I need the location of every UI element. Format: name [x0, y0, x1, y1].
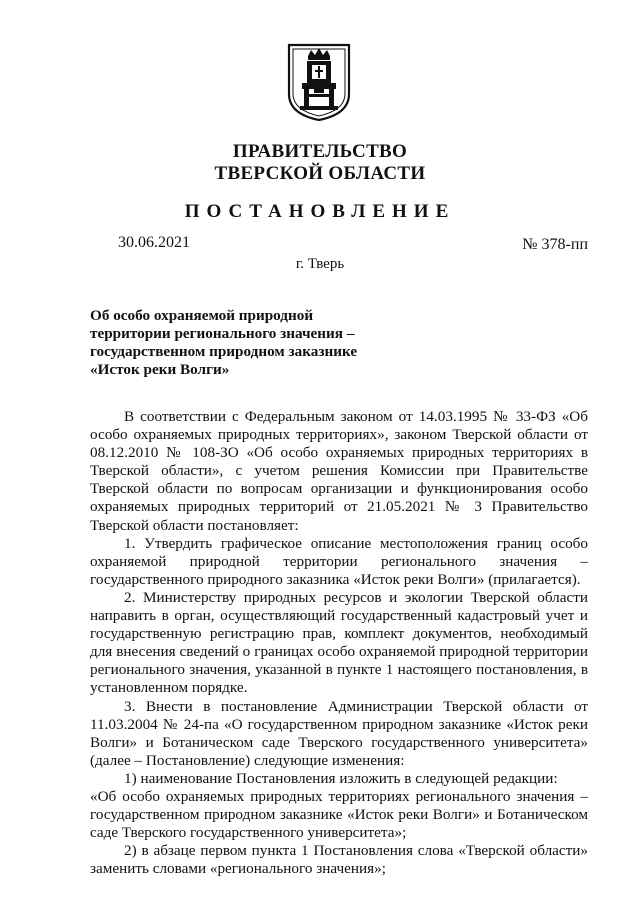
- paragraph-subitem-2: 2) в абзаце первом пункта 1 Постановления слова «Тверской области» заменить словами «регионального значения»;: [90, 842, 588, 878]
- title-line: территории регионального значения –: [90, 325, 355, 342]
- document-number: № 378-пп: [522, 236, 588, 253]
- document-city: г. Тверь: [295, 256, 345, 272]
- paragraph-item-1: 1. Утвердить графическое описание местоположения границ особо охраняемой природной территории регионального значения – государственного природного заказника «Исток реки Волги» (прилагается).: [90, 534, 588, 588]
- document-type: ПОСТАНОВЛЕНИЕ: [184, 201, 456, 222]
- document-date: 30.06.2021: [118, 234, 190, 251]
- paragraph-item-3: 3. Внести в постановление Администрации Тверской области от 11.03.2004 № 24-па «О государственном природном заказнике «Исток реки Волги» и Ботаническом саде Тверского государственного университета» (далее – Постановление) следующие изменения:: [90, 697, 588, 769]
- paragraph-preamble: В соответствии с Федеральным законом от 14.03.1995 № 33-ФЗ «Об особо охраняемых природных территориях», законом Тверской области от 08.12.2010 № 108-ЗО «Об особо охраняемых природных территориях в Тверской области», с учетом решения Комиссии при Правительстве Тверской области по вопросам организации и функционирования особо охраняемых природных территорий от 21.05.2021 № 3 Правительство Тверской области постановляет:: [90, 408, 588, 534]
- org-name-line2: ТВЕРСКОЙ ОБЛАСТИ: [214, 163, 426, 184]
- document-title: [90, 307, 420, 379]
- org-name-line1: ПРАВИТЕЛЬСТВО: [232, 141, 408, 162]
- title-line: Об особо охраняемой природной: [90, 307, 314, 324]
- title-line: «Исток реки Волги»: [90, 361, 230, 378]
- title-line: государственном природном заказнике: [90, 343, 358, 360]
- paragraph-subitem-1: 1) наименование Постановления изложить в следующей редакции:: [124, 769, 558, 787]
- paragraph-item-2: 2. Министерству природных ресурсов и экологии Тверской области направить в орган, осуществляющий государственный кадастровый учет и государственную регистрацию прав, комплект документов, необходимый для внесения сведений о границах особо охраняемой природной территории регионального значения, указанной в пункте 1 настоящего постановления, в установленном порядке.: [90, 588, 588, 697]
- tver-coat-of-arms-icon: [286, 42, 352, 122]
- document-body: [90, 408, 588, 878]
- paragraph-quoted-title: «Об особо охраняемых природных территориях регионального значения – государственном природном заказнике «Исток реки Волги» и Ботаническом саде Тверского государственного университета»;: [90, 787, 588, 842]
